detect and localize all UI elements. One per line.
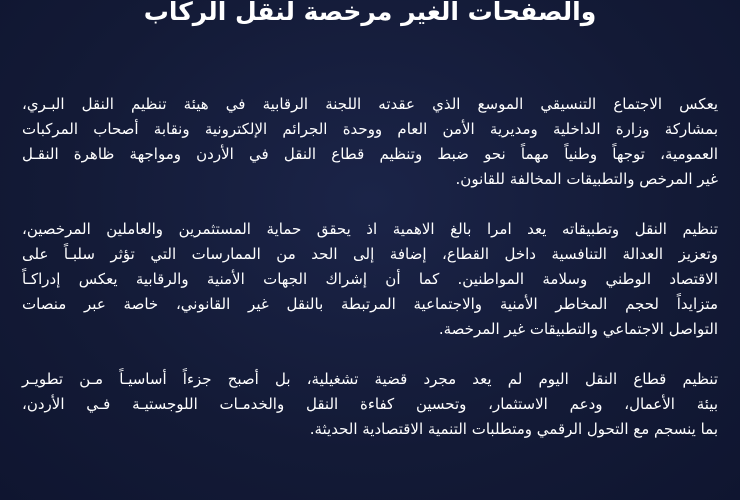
paragraph-line: غير المرخص والتطبيقات المخالفة للقانون.	[455, 170, 718, 188]
paragraph-2	[22, 217, 718, 342]
paragraph-line: متزايداً لحجم المخاطر الأمنية والاجتماعية المرتبطة بالنقل غير القانوني، خاصة عبر منصات	[22, 295, 718, 313]
paragraph-line: الاقتصاد الوطني وسلامة المواطنين. كما أن إشراك الجهات الأمنية والرقابية يعكس إدراكـاً	[22, 270, 718, 288]
paragraph-line: بما ينسجم مع التحول الرقمي ومتطلبات التنمية الاقتصادية الحديثة.	[309, 420, 718, 438]
article-title: والصفحات الغير مرخصة لنقل الركاب	[143, 0, 597, 26]
paragraph-line: بيئة الأعمال، ودعم الاستثمار، وتحسين كفاءة النقل والخدمـات اللوجستيـة فـي الأردن،	[22, 395, 718, 413]
paragraph-3	[22, 367, 718, 442]
paragraph-line: تنظيم قطاع النقل اليوم لم يعد مجرد قضية تشغيلية، بل أصبح جزءاً أساسيـاً مـن تطويـر	[22, 370, 718, 388]
paragraph-line: بمشاركة وزارة الداخلية ومديرية الأمن العام ووحدة الجرائم الإلكترونية ونقابة أصحاب المركبات	[22, 120, 718, 138]
paragraph-line: العمومية، توجهاً وطنياً مهماً نحو ضبط وتنظيم قطاع النقل في الأردن ومواجهة ظاهرة النقـل	[22, 145, 718, 163]
article-body	[22, 92, 718, 467]
paragraph-line: وتعزيز العدالة التنافسية داخل القطاع، إضافة إلى الحد من الممارسات التي تؤثر سلبـاً على	[22, 245, 718, 263]
paragraph-line: يعكس الاجتماع التنسيقي الموسع الذي عقدته اللجنة الرقابية في هيئة تنظيم النقل البـري،	[22, 95, 718, 113]
paragraph-line: تنظيم النقل وتطبيقاته يعد امرا بالغ الاهمية اذ يحقق حماية المستثمرين والعاملين المرخصين،	[22, 220, 718, 238]
paragraph-1	[22, 92, 718, 192]
paragraph-line: التواصل الاجتماعي والتطبيقات غير المرخصة.	[438, 320, 718, 338]
